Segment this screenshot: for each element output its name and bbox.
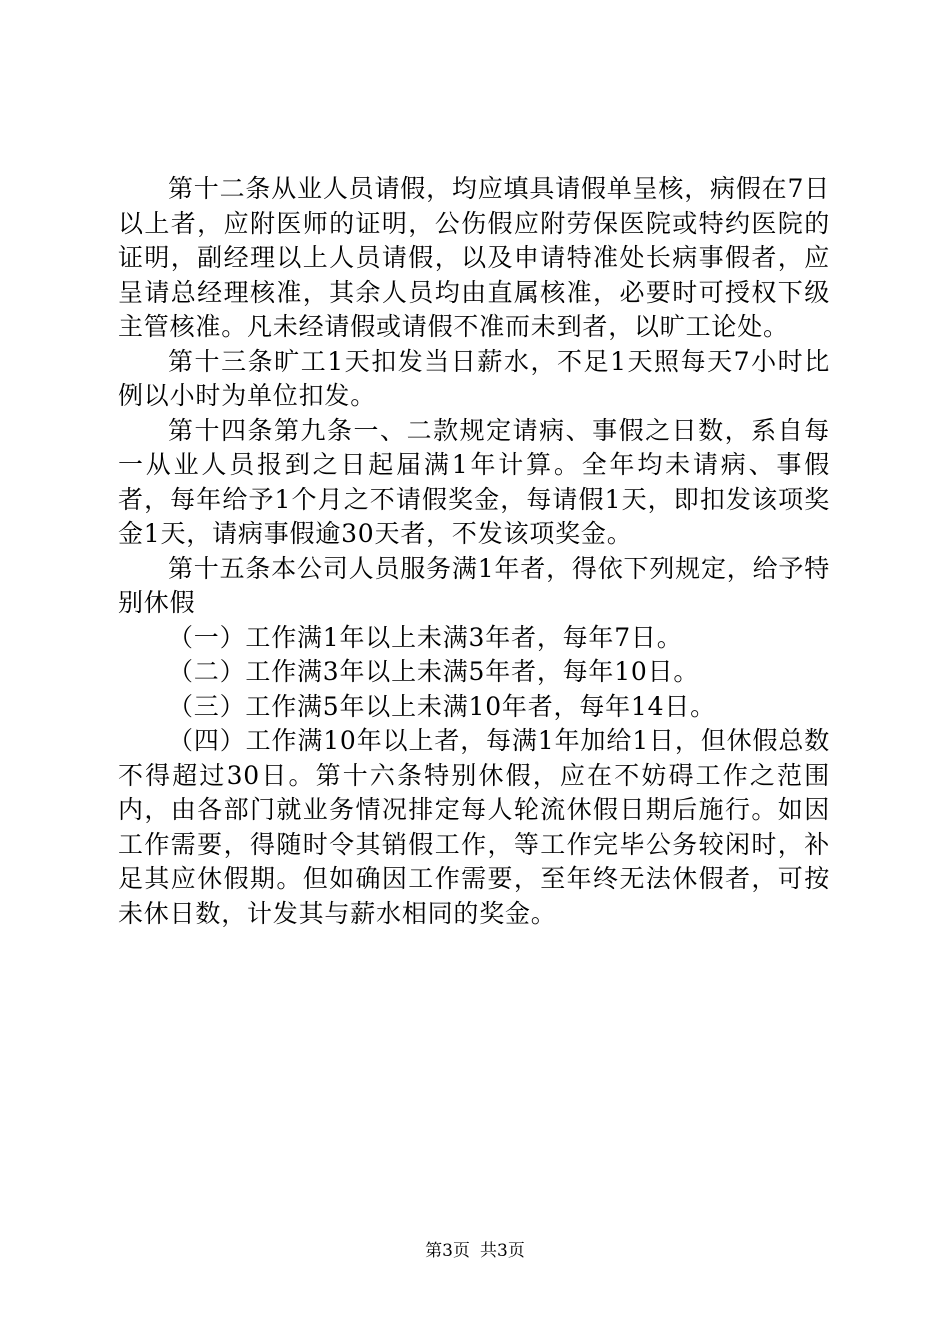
document-body — [118, 172, 830, 931]
list-item-leave-3: （三）工作满5年以上未满10年者，每年14日。 — [168, 691, 716, 721]
list-item-leave-4: （四）工作满10年以上者，每满1年加给1日，但休假总数不得超过30日。第十六条特别休假，应在不妨碍工作之范围内，由各部门就业务情况排定每人轮流休假日期后施行。如因工作需要，得随时令其销假工作，等工作完毕公务较闲时，补足其应休假期。但如确因工作需要，至年终无法休假者，可按未休日数，计发其与薪水相同的奖金。 — [118, 726, 830, 928]
paragraph-article-12: 第十二条从业人员请假，均应填具请假单呈核，病假在7日以上者，应附医师的证明，公伤假应附劳保医院或特约医院的证明，副经理以上人员请假，以及申请特准处长病事假者，应呈请总经理核准，其余人员均由直属核准，必要时可授权下级主管核准。凡未经请假或请假不准而未到者，以旷工论处。 — [118, 174, 830, 341]
list-item-leave-2: （二）工作满3年以上未满5年者，每年10日。 — [168, 657, 700, 686]
page-number: 第3页 — [425, 1241, 470, 1261]
paragraph-article-13: 第十三条旷工1天扣发当日薪水，不足1天照每天7小时比例以小时为单位扣发。 — [118, 346, 830, 410]
page-footer — [0, 1240, 950, 1262]
page-total: 共3页 — [480, 1241, 525, 1261]
list-item-leave-1: （一）工作满1年以上未满3年者，每年7日。 — [168, 622, 683, 652]
paragraph-article-15: 第十五条本公司人员服务满1年者，得依下列规定，给予特别休假 — [118, 553, 830, 617]
paragraph-article-14: 第十四条第九条一、二款规定请病、事假之日数，系自每一从业人员报到之日起届满1年计算。全年均未请病、事假者，每年给予1个月之不请假奖金，每请假1天，即扣发该项奖金1天，请病事假逾30天者，不发该项奖金。 — [118, 415, 830, 548]
